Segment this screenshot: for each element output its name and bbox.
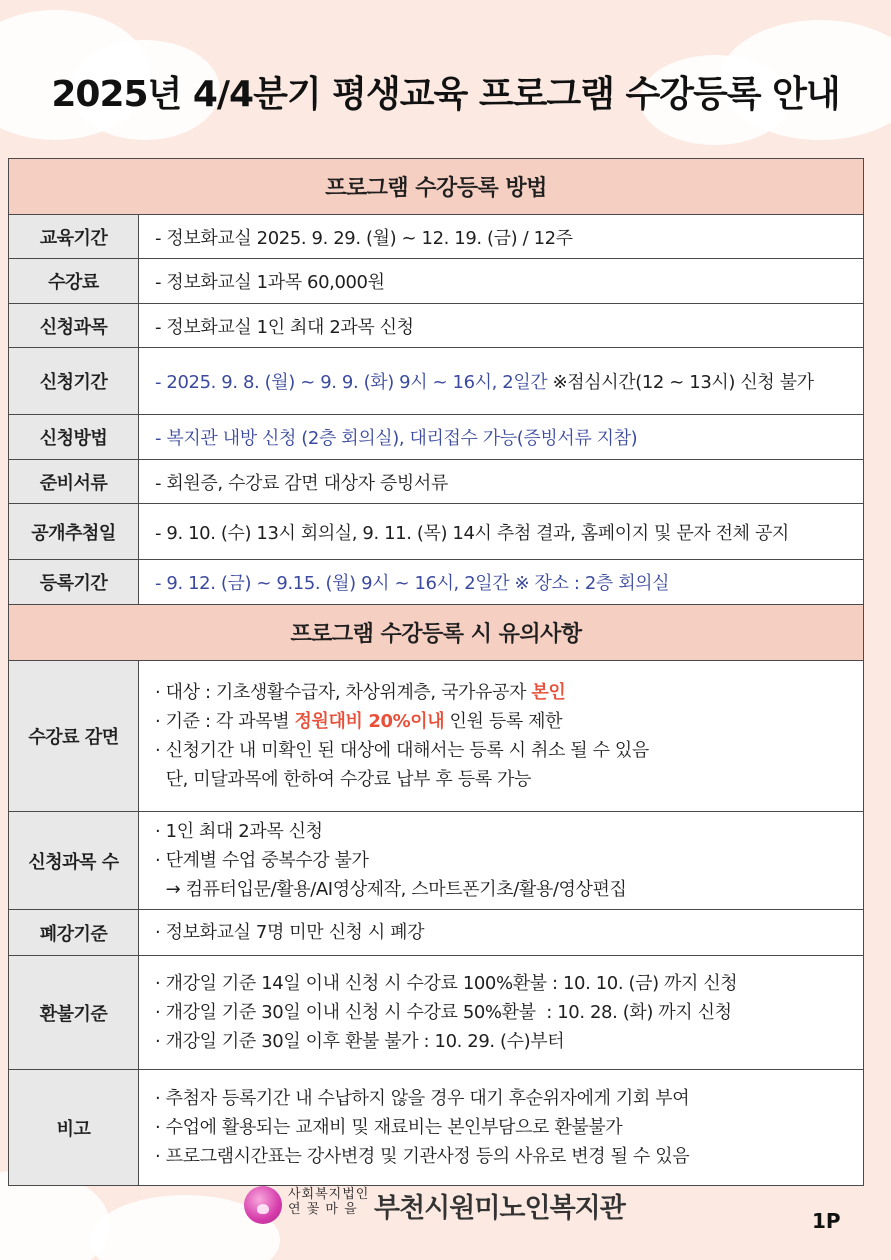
bullet-line: · 정보화교실 7명 미만 신청 시 폐강 (155, 922, 425, 943)
row-label: 공개추첨일 (9, 504, 139, 560)
bullet-line (155, 678, 863, 707)
table-row (9, 259, 864, 304)
row-label: 수강료 감면 (9, 661, 139, 812)
row-label: 비고 (9, 1070, 139, 1186)
table-row (9, 956, 864, 1070)
row-value (139, 1070, 864, 1186)
table-row (9, 1070, 864, 1186)
table-row (9, 348, 864, 415)
row-value: - 정보화교실 2025. 9. 29. (월) ~ 12. 19. (금) / 12주 (139, 215, 864, 259)
row-value: - 정보화교실 1과목 60,000원 (139, 259, 864, 304)
table-row (9, 812, 864, 910)
lunch-note: ※점심시간(12 ~ 13시) 신청 불가 (547, 372, 814, 393)
row-value (139, 910, 864, 956)
org-subtitle (288, 1187, 369, 1217)
row-value: - 9. 10. (수) 13시 회의실, 9. 11. (목) 14시 추첨 결과, 홈페이지 및 문자 전체 공지 (139, 504, 864, 560)
row-label: 등록기간 (9, 560, 139, 605)
bullet-line: · 추첨자 등록기간 내 수납하지 않을 경우 대기 후순위자에게 기회 부여 (155, 1088, 690, 1109)
row-value (139, 812, 864, 910)
row-label: 교육기간 (9, 215, 139, 259)
highlight-text: 정원대비 20%이내 (294, 711, 445, 732)
apply-period-text: - 2025. 9. 8. (월) ~ 9. 9. (화) 9시 ~ 16시, 2일간 (155, 372, 548, 393)
row-label: 신청기간 (9, 348, 139, 415)
bullet-line: · 개강일 기준 30일 이내 신청 시 수강료 50%환불 : 10. 28. (화) 까지 신청 (155, 1002, 732, 1023)
row-label: 수강료 (9, 259, 139, 304)
bullet-line: · 1인 최대 2과목 신청 (155, 821, 323, 842)
bullet-text: 인원 등록 제한 (444, 711, 563, 732)
lotus-logo-icon (244, 1186, 282, 1224)
section-header-notes: 프로그램 수강등록 시 유의사항 (9, 605, 864, 661)
row-label: 신청과목 수 (9, 812, 139, 910)
bullet-text: · 대상 : 기초생활수급자, 차상위계층, 국가유공자 (155, 682, 532, 703)
row-label: 환불기준 (9, 956, 139, 1070)
row-value (139, 348, 864, 415)
bullet-line: · 프로그램시간표는 강사변경 및 기관사정 등의 사유로 변경 될 수 있음 (155, 1146, 690, 1167)
bullet-line: → 컴퓨터입문/활용/AI영상제작, 스마트폰기초/활용/영상편집 (155, 879, 627, 900)
page-title: 2025년 4/4분기 평생교육 프로그램 수강등록 안내 (51, 74, 840, 115)
row-value (139, 661, 864, 812)
bullet-line: · 단계별 수업 중복수강 불가 (155, 850, 369, 871)
row-label: 폐강기준 (9, 910, 139, 956)
bullet-line: · 개강일 기준 30일 이후 환불 불가 : 10. 29. (수)부터 (155, 1031, 565, 1052)
org-small-line: 연 꽃 마 을 (288, 1202, 358, 1217)
bullet-line: · 신청기간 내 미확인 된 대상에 대해서는 등록 시 취소 될 수 있음 (155, 740, 649, 761)
row-value: - 정보화교실 1인 최대 2과목 신청 (139, 304, 864, 348)
table-row (9, 215, 864, 259)
row-value: - 회원증, 수강료 감면 대상자 증빙서류 (139, 460, 864, 504)
page-number: 1P (812, 1209, 841, 1233)
org-small-line: 사회복지법인 (288, 1187, 370, 1202)
bullet-line: · 개강일 기준 14일 이내 신청 시 수강료 100%환불 : 10. 10. (금) 까지 신청 (155, 973, 738, 994)
table-row (9, 460, 864, 504)
bullet-text: · 기준 : 각 과목별 (155, 711, 295, 732)
table-row (9, 504, 864, 560)
row-label: 신청방법 (9, 415, 139, 460)
table-row (9, 415, 864, 460)
bullet-line: 단, 미달과목에 한하여 수강료 납부 후 등록 가능 (155, 769, 531, 790)
row-value (139, 956, 864, 1070)
highlight-text: 본인 (531, 682, 566, 703)
row-label: 준비서류 (9, 460, 139, 504)
table-row (9, 560, 864, 605)
row-value: - 복지관 내방 신청 (2층 회의실), 대리접수 가능(증빙서류 지참) (139, 415, 864, 460)
bullet-line (155, 707, 863, 736)
info-table (8, 158, 864, 1186)
section-header-method: 프로그램 수강등록 방법 (9, 159, 864, 215)
table-row (9, 910, 864, 956)
bullet-line: · 수업에 활용되는 교재비 및 재료비는 본인부담으로 환불불가 (155, 1117, 623, 1138)
org-name: 부천시원미노인복지관 (374, 1193, 625, 1224)
row-label: 신청과목 (9, 304, 139, 348)
row-value: - 9. 12. (금) ~ 9.15. (월) 9시 ~ 16시, 2일간 ※ 장소 : 2층 회의실 (139, 560, 864, 605)
table-row (9, 304, 864, 348)
table-row (9, 661, 864, 812)
